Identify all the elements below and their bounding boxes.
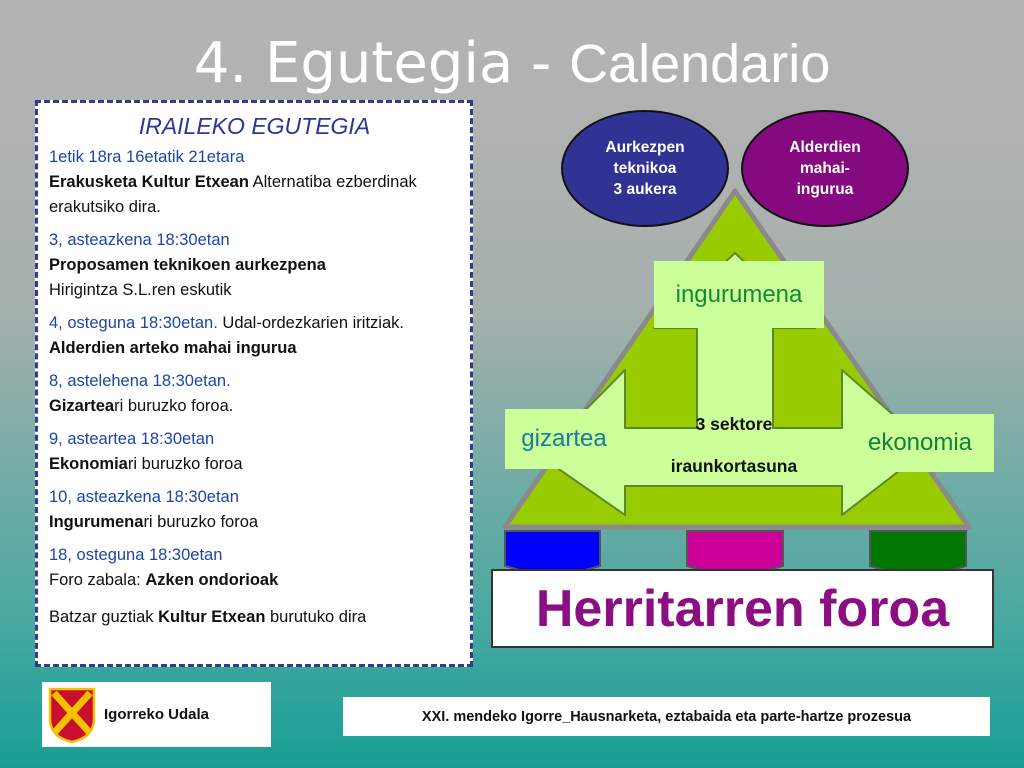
party-roundtable-oval	[741, 110, 909, 227]
oval-line: ingurua	[796, 181, 854, 198]
entry-date: 8, astelehena 18:30etan.	[49, 372, 231, 390]
entry-text: ri buruzko foroa.	[114, 397, 234, 415]
slide-title-number: 4. Egutegia -	[193, 31, 570, 96]
entry-text: ri buruzko foroa	[143, 513, 259, 531]
entry-date: 10, asteazkena 18:30etan	[49, 488, 239, 506]
entry-text: Hirigintza S.L.ren eskutik	[49, 281, 232, 299]
society-label: gizartea	[505, 409, 623, 469]
sectors-text: 3 sektore	[695, 414, 773, 434]
entry-text: ri buruzko foroa	[127, 455, 243, 473]
sustainability-text: iraunkortasuna	[670, 456, 798, 476]
footer-banner: XXI. mendeko Igorre_Hausnarketa, eztabaida eta parte-hartze prozesua	[343, 697, 990, 736]
slide-title-spanish: Calendario	[569, 34, 831, 94]
entry-text: Alternatiba ezberdinak erakutsiko dira.	[49, 173, 417, 216]
municipality-logo-box	[42, 682, 271, 747]
entry-date: 18, osteguna 18:30etan	[49, 546, 223, 564]
entry-bold: Gizartea	[49, 397, 115, 415]
closing-bold: Kultur Etxean	[158, 608, 266, 626]
oval-line: 3 aukera	[613, 181, 677, 198]
entry-date: 3, asteazkena 18:30etan	[49, 231, 230, 249]
entry-bold: Alderdien arteko mahai ingurua	[49, 339, 297, 357]
citizens-forum-box: Herritarren foroa	[491, 569, 994, 648]
entry-date: 1etik 18ra 16etatik 21etara	[49, 148, 245, 166]
oval-line: Aurkezpen	[605, 139, 685, 156]
coat-of-arms-icon	[48, 687, 96, 743]
technical-presentation-oval	[561, 110, 729, 227]
economy-label: ekonomia	[846, 414, 994, 472]
entry-text: Udal-ordezkarien iritziak.	[217, 314, 404, 332]
oval-line: Alderdien	[789, 139, 861, 156]
closing-text-end: burutuko dira	[265, 608, 367, 626]
environment-label: ingurumena	[654, 261, 824, 328]
calendar-heading: IRAILEKO EGUTEGIA	[138, 113, 371, 139]
entry-text: Foro zabala:	[49, 571, 146, 589]
entry-bold: Ingurumena	[49, 513, 144, 531]
closing-text: Batzar guztiak	[49, 608, 159, 626]
oval-line: mahai-	[800, 160, 850, 177]
entry-bold: Erakusketa Kultur Etxean	[49, 173, 249, 191]
entry-bold: Proposamen teknikoen aurkezpena	[49, 256, 326, 274]
oval-line: teknikoa	[613, 160, 677, 177]
entry-bold: Ekonomia	[49, 455, 128, 473]
municipality-name: Igorreko Udala	[104, 706, 210, 723]
entry-date: 9, asteartea 18:30etan	[49, 430, 215, 448]
entry-bold: Azken ondorioak	[145, 571, 279, 589]
entry-date: 4, osteguna 18:30etan.	[49, 314, 218, 332]
